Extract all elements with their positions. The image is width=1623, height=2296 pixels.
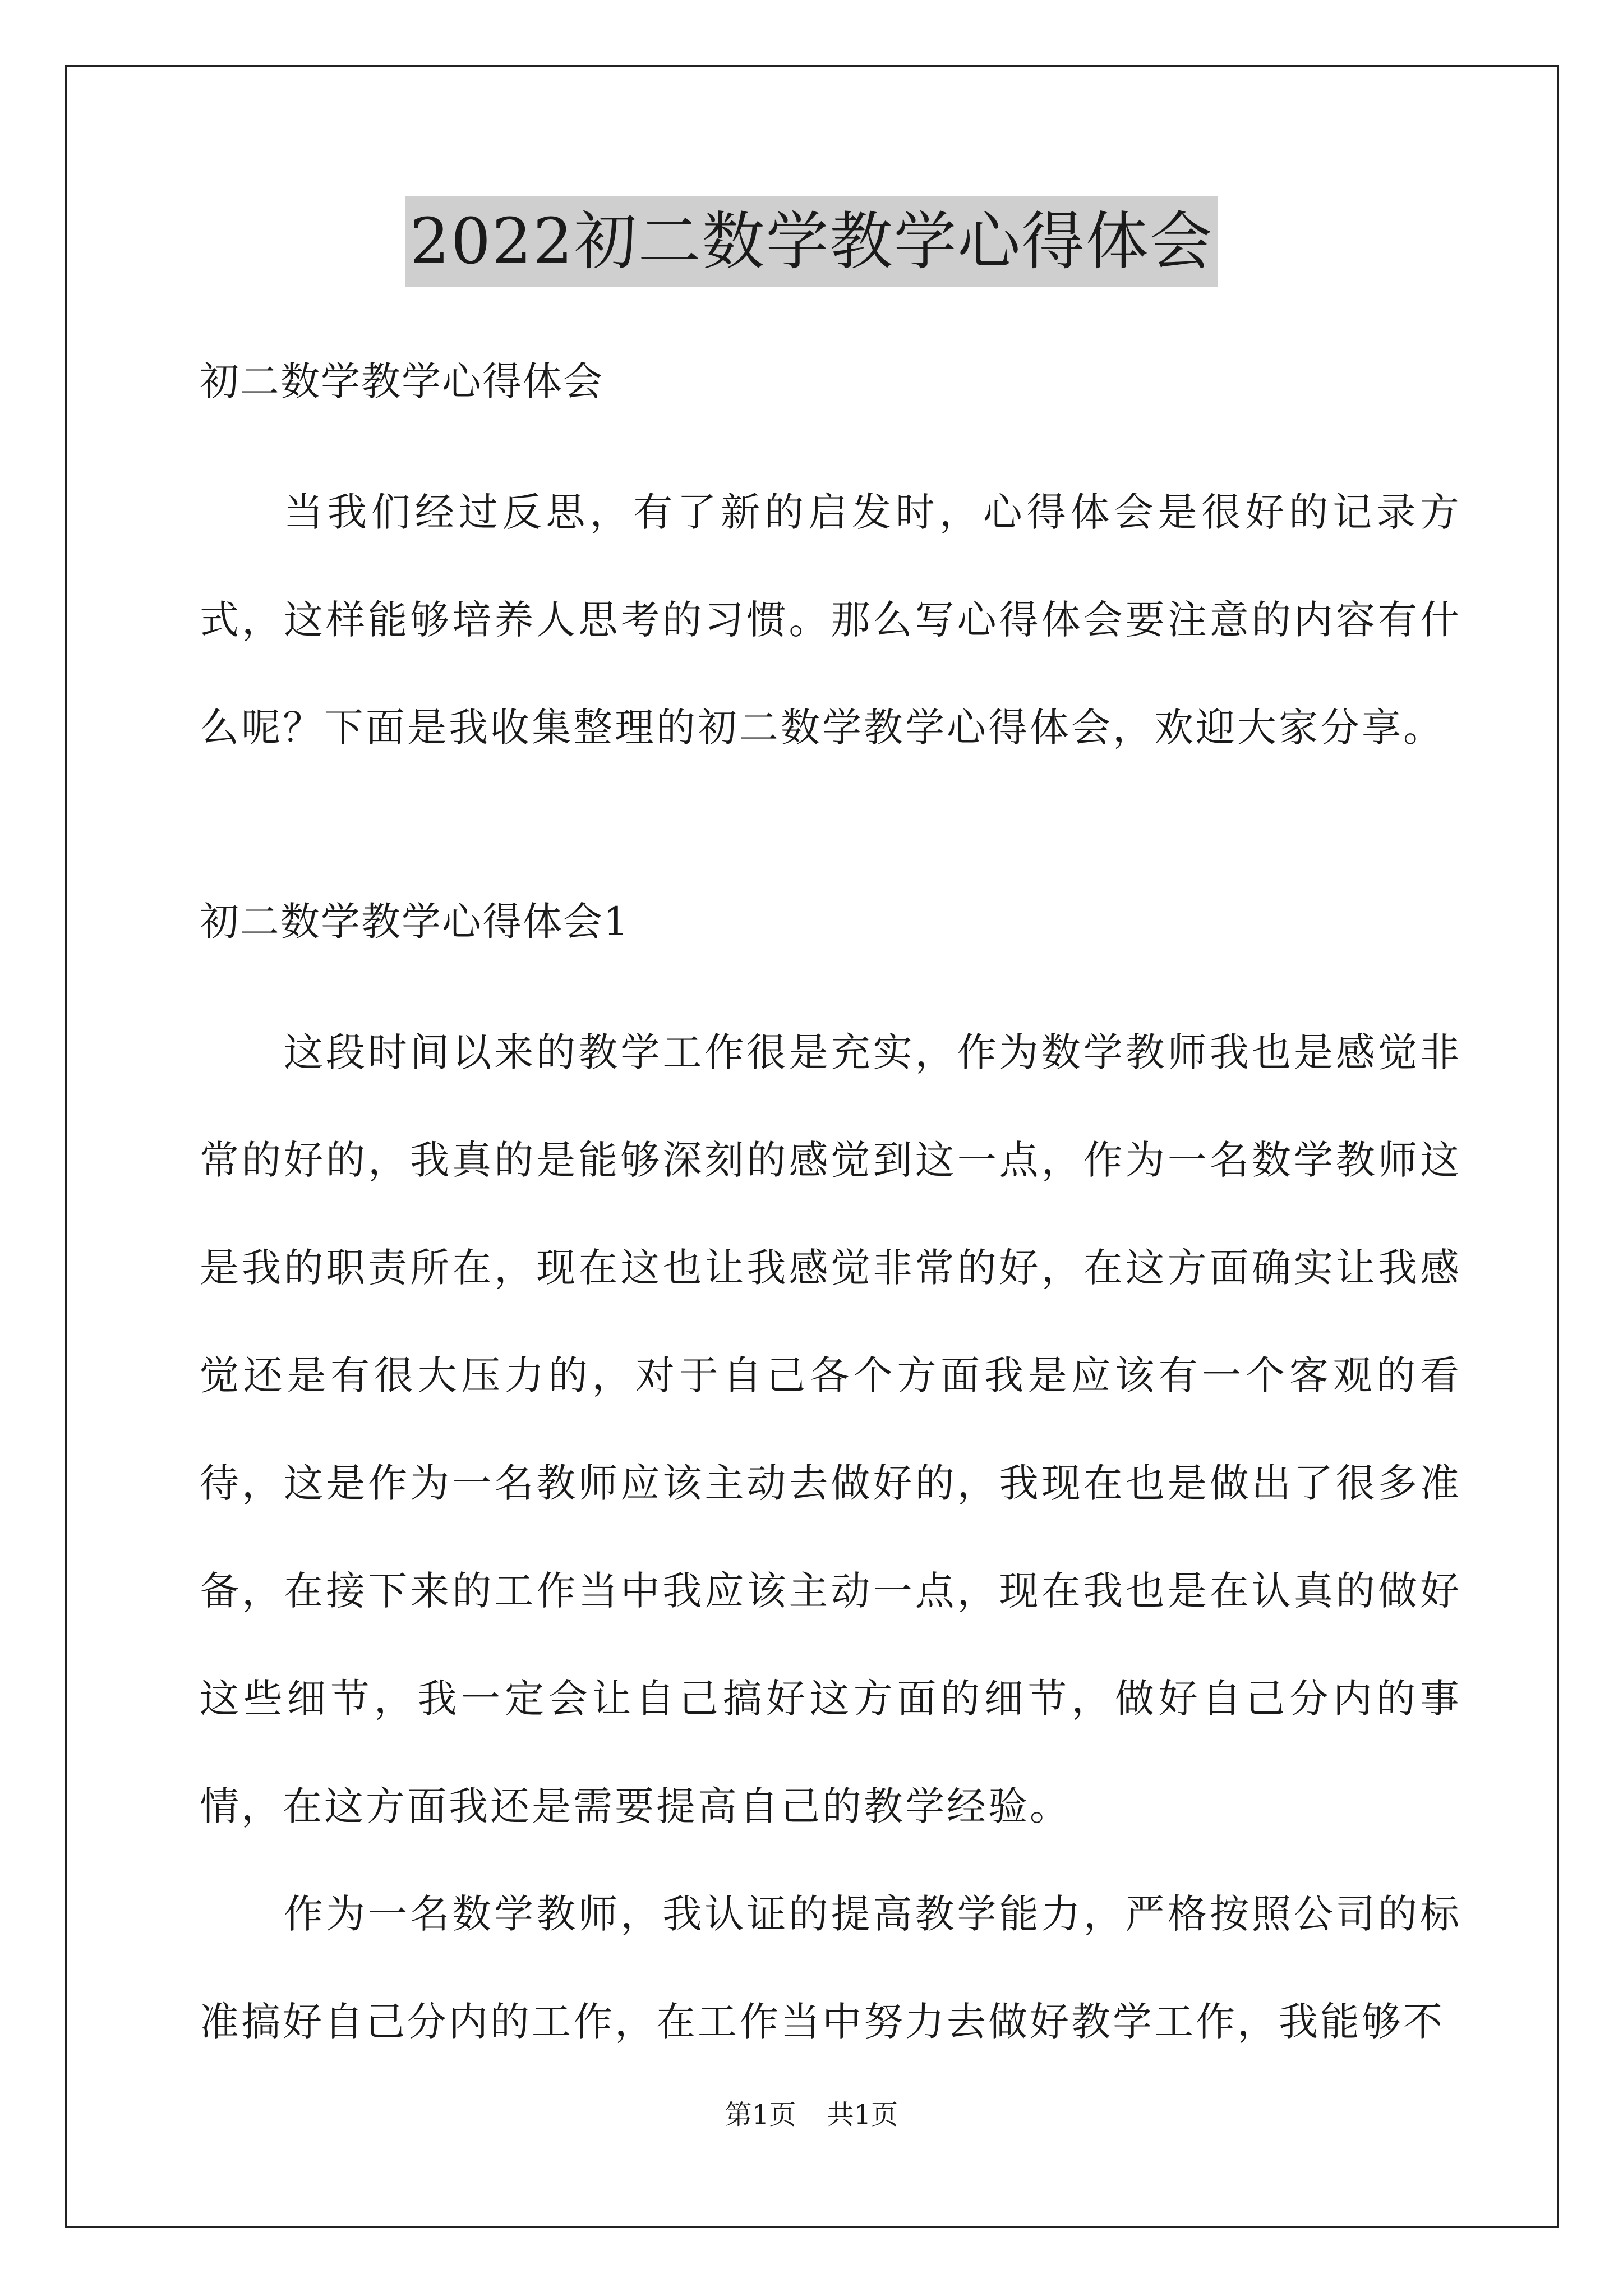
- page-number: 第1页: [725, 2099, 796, 2131]
- title-container: [0, 196, 1623, 287]
- document-body: [200, 353, 1461, 2076]
- document-title: 2022初二数学教学心得体会: [405, 196, 1218, 287]
- document-subtitle: 初二数学教学心得体会: [200, 358, 603, 404]
- page-footer: [0, 2098, 1623, 2132]
- section-1-paragraph-2: 作为一名数学教师，我认证的提高教学能力，严格按照公司的标准搞好自己分内的工作，在工作当中努力去做好教学工作，我能够不: [200, 1891, 1461, 2045]
- section-1-paragraph-1: 这段时间以来的教学工作很是充实，作为数学教师我也是感觉非常的好的，我真的是能够深刻的感觉到这一点，作为一名数学教师这是我的职责所在，现在这也让我感觉非常的好，在这方面确实让我感觉还是有很大压力的，对于自己各个方面我是应该有一个客观的看待，这是作为一名教师应该主动去做好的，我现在也是做出了很多准备，在接下来的工作当中我应该主动一点，现在我也是在认真的做好这些细节，我一定会让自己搞好这方面的细节，做好自己分内的事情，在这方面我还是需要提高自己的教学经验。: [200, 1029, 1461, 1829]
- intro-paragraph: 当我们经过反思，有了新的启发时，心得体会是很好的记录方式，这样能够培养人思考的习惯。那么写心得体会要注意的内容有什么呢？下面是我收集整理的初二数学教学心得体会，欢迎大家分享。: [200, 489, 1461, 751]
- page-total: 共1页: [827, 2099, 898, 2131]
- section-1-heading: 初二数学教学心得体会1: [200, 899, 630, 945]
